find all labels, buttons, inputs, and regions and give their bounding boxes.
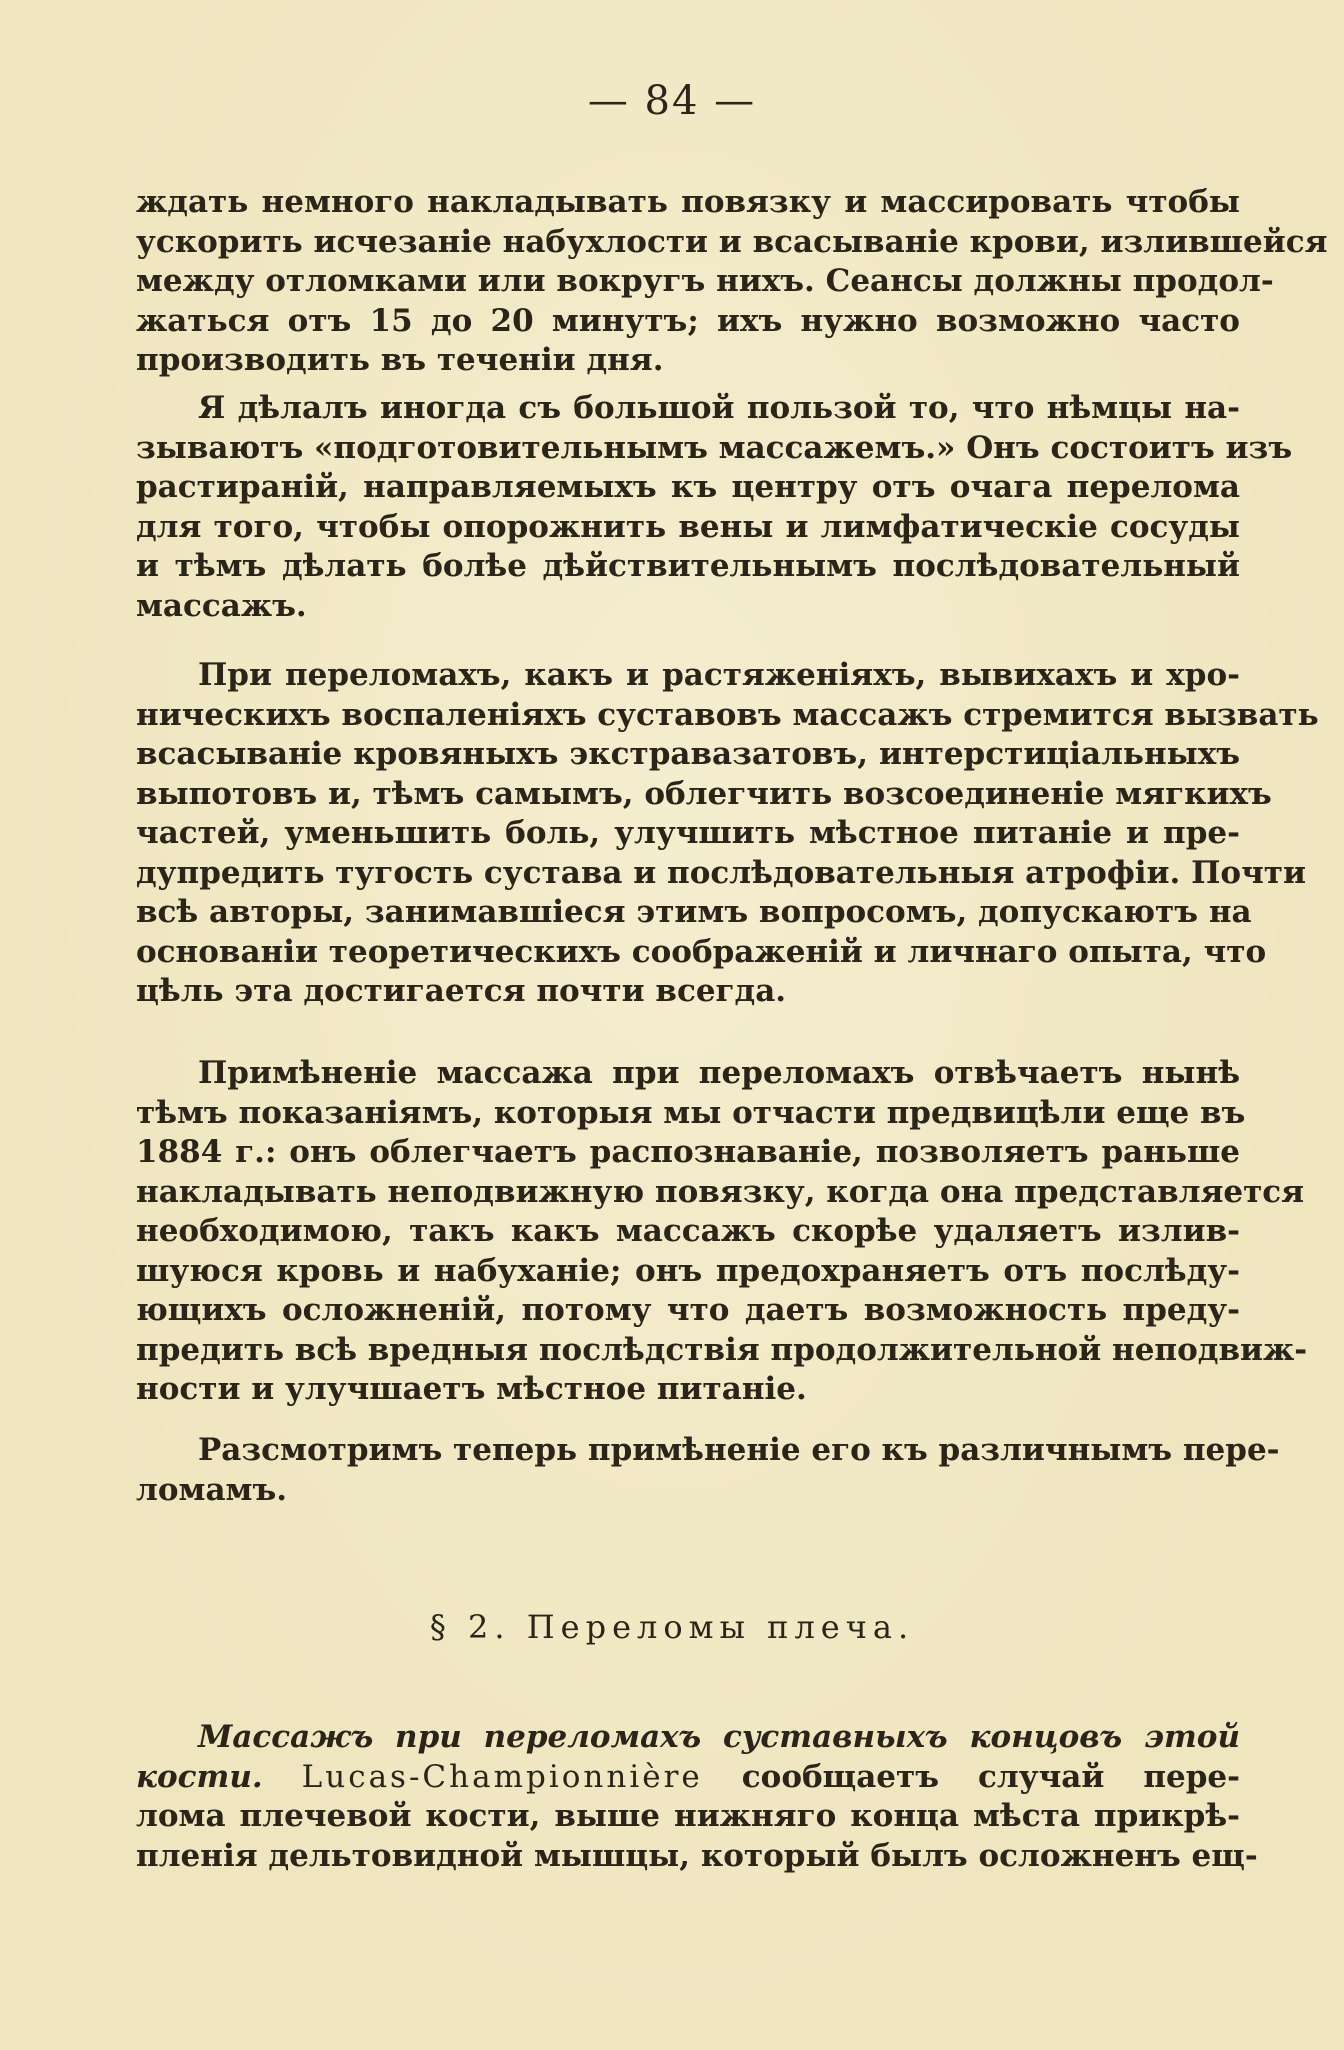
text-line: основаніи теоретическихъ соображеній и личнаго опыта, что (136, 933, 1267, 970)
text-line: ждать немного накладывать повязку и массировать чтобы (136, 184, 1240, 220)
paragraph-3 (136, 656, 1319, 1012)
text-line: выпотовъ и, тѣмъ самымъ, облегчить возсоединеніе мягкихъ (136, 775, 1272, 812)
text-line: пленія дельтовидной мышцы, который былъ осложненъ ещ- (136, 1837, 1258, 1874)
text-line: всасываніе кровяныхъ экстравазатовъ, интерстиціальныхъ (136, 736, 1240, 772)
text-line: жаться отъ 15 до 20 минутъ; ихъ нужно возможно часто (136, 302, 1240, 339)
italic-lead-line: Массажъ при переломахъ суставныхъ концовъ этой (198, 1719, 1240, 1755)
text-line: ности и улучшаетъ мѣстное питаніе. (136, 1371, 807, 1407)
paragraph-5 (136, 1431, 1280, 1510)
text-line: ломамъ. (136, 1471, 288, 1508)
text-line: шуюся кровь и набуханіе; онъ предохраняетъ отъ послѣду- (136, 1252, 1240, 1289)
text-line: 1884 г.: онъ облегчаетъ распознаваніе, позволяетъ раньше (136, 1134, 1240, 1170)
text-line: накладывать неподвижную повязку, когда она представляется (136, 1173, 1305, 1210)
text-line: и тѣмъ дѣлать болѣе дѣйствительнымъ послѣдовательный (136, 548, 1240, 584)
text-line: между отломками или вокругъ нихъ. Сеансы должны продол- (136, 263, 1274, 299)
author-name: Lucas-Championnière (301, 1758, 703, 1795)
page-number: — 84 — (587, 78, 757, 124)
text-line: Примѣненіе массажа при переломахъ отвѣчаетъ нынѣ (198, 1055, 1240, 1091)
text-line: ническихъ воспаленіяхъ суставовъ массажъ стремится вызвать (136, 696, 1319, 733)
text-line: Разсмотримъ теперь примѣненіе его къ различнымъ пере- (198, 1432, 1280, 1468)
text-line: зываютъ «подготовительнымъ массажемъ.» Онъ состоитъ изъ (136, 429, 1293, 466)
section-heading: § 2. Переломы плеча. (429, 1608, 915, 1646)
text-line: всѣ авторы, занимавшіеся этимъ вопросомъ, допускаютъ на (136, 894, 1252, 930)
text-line: тѣмъ показаніямъ, которыя мы отчасти предвицѣли еще въ (136, 1094, 1246, 1131)
text-line: Я дѣлалъ иногда съ большой пользой то, что нѣмцы на- (198, 390, 1240, 426)
text-line: предить всѣ вредныя послѣдствія продолжительной неподвиж- (136, 1331, 1308, 1368)
italic-lead-end: кости. (136, 1758, 263, 1795)
text-line: частей, уменьшить боль, улучшить мѣстное питаніе и пре- (136, 815, 1240, 851)
text-line: растираній, направляемыхъ къ центру отъ очага перелома (136, 469, 1240, 505)
text-line: ускорить исчезаніе набухлости и всасываніе крови, излившейся (136, 223, 1328, 260)
text-line: цѣль эта достигается почти всегда. (136, 973, 787, 1009)
paragraph-1 (136, 183, 1328, 381)
text-line (136, 1758, 1240, 1798)
text-line: дупредить тугость сустава и послѣдовательныя атрофіи. Почти (136, 854, 1306, 891)
text-line: необходимою, такъ какъ массажъ скорѣе удаляетъ излив- (136, 1213, 1240, 1249)
paragraph-6 (136, 1718, 1258, 1876)
text-line: ющихъ осложненій, потому что даетъ возможность преду- (136, 1292, 1240, 1328)
text-line: для того, чтобы опорожнить вены и лимфатическіе сосуды (136, 508, 1240, 545)
text-line: производить въ теченіи дня. (136, 342, 664, 378)
text-line: лома плечевой кости, выше нижняго конца мѣста прикрѣ- (136, 1798, 1240, 1834)
paragraph-2 (136, 389, 1293, 626)
text-line: При переломахъ, какъ и растяженіяхъ, вывихахъ и хро- (198, 657, 1240, 693)
paragraph-4 (136, 1054, 1308, 1410)
text-fragment: сообщаетъ случай пере- (741, 1758, 1240, 1795)
text-line: массажъ. (136, 587, 307, 624)
